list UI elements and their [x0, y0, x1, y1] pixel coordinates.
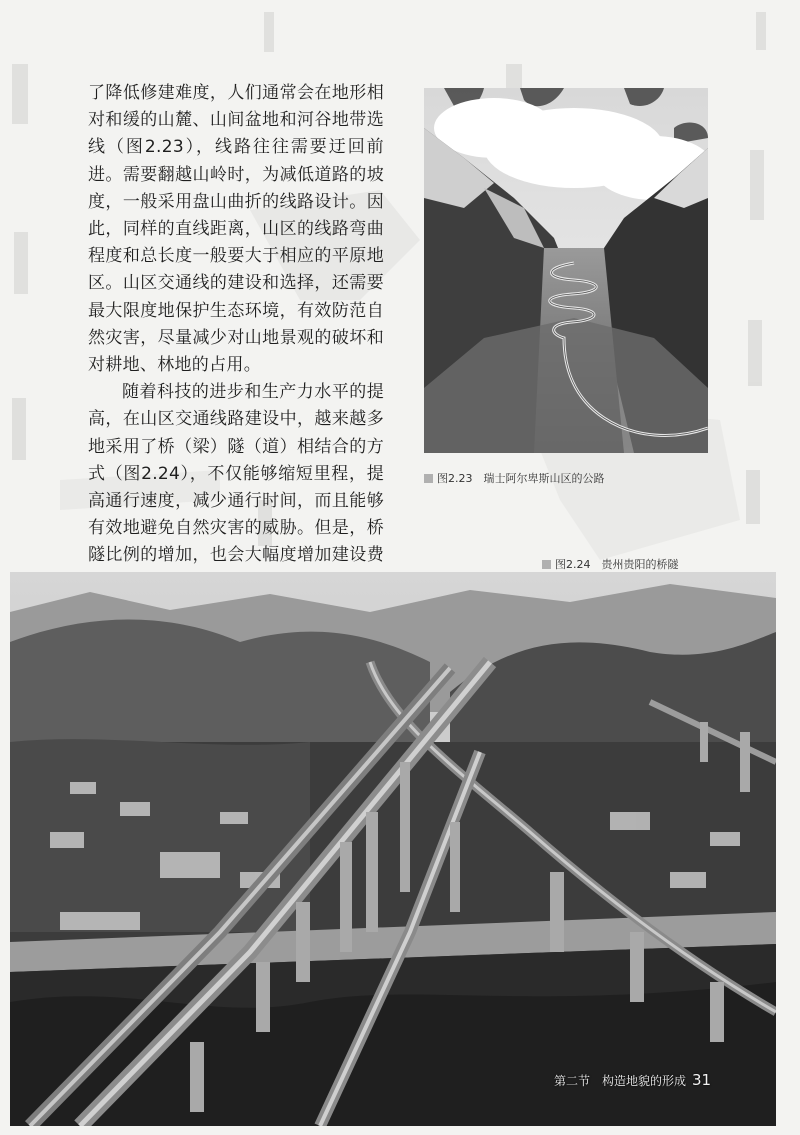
figure-2-23-number: 图2.23 — [437, 472, 473, 485]
page-number: 31 — [692, 1071, 712, 1089]
guiyang-bridge-tunnel-photo — [10, 572, 776, 1126]
caption-marker — [542, 560, 551, 569]
caption-marker — [424, 474, 433, 483]
alps-photo-drawing — [424, 88, 708, 453]
page-footer — [554, 1071, 711, 1089]
guiyang-photo-drawing — [10, 572, 776, 1126]
paragraph-2: 随着科技的进步和生产力水平的提高，在山区交通线路建设中，越来越多地采用了桥（梁）隧（道）相结合的方式（图2.24），不仅能够缩短里程，提高通行速度，减少通行时间，而且能够有效地避免自然灾害的威胁。但是，桥隧比例的增加，也会大幅度增加建设费 — [88, 382, 384, 566]
figure-2-24-caption — [542, 556, 679, 572]
figure-2-24-number: 图2.24 — [555, 558, 591, 571]
swiss-alps-road-photo — [424, 88, 708, 453]
section-title: 第二节 构造地貌的形成 — [554, 1074, 687, 1088]
paragraph-1: 了降低修建难度，人们通常会在地形相对和缓的山麓、山间盆地和河谷地带选线（图2.23），线路往往需要迂回前进。需要翻越山岭时，为减低道路的坡度，一般采用盘山曲折的线路设计。因此，同样的直线距离，山区的线路弯曲程度和总长度一般要大于相应的平原地区。山区交通线的建设和选择，还需要最大限度地保护生态环境，有效防范自然灾害，尽量减少对山地景观的破坏和对耕地、林地的占用。 — [88, 83, 384, 376]
body-text — [88, 80, 384, 597]
figure-2-24-title: 贵州贵阳的桥隧 — [601, 558, 679, 571]
figure-2-23-title: 瑞士阿尔卑斯山区的公路 — [483, 472, 605, 485]
figure-2-23-caption — [424, 470, 605, 486]
